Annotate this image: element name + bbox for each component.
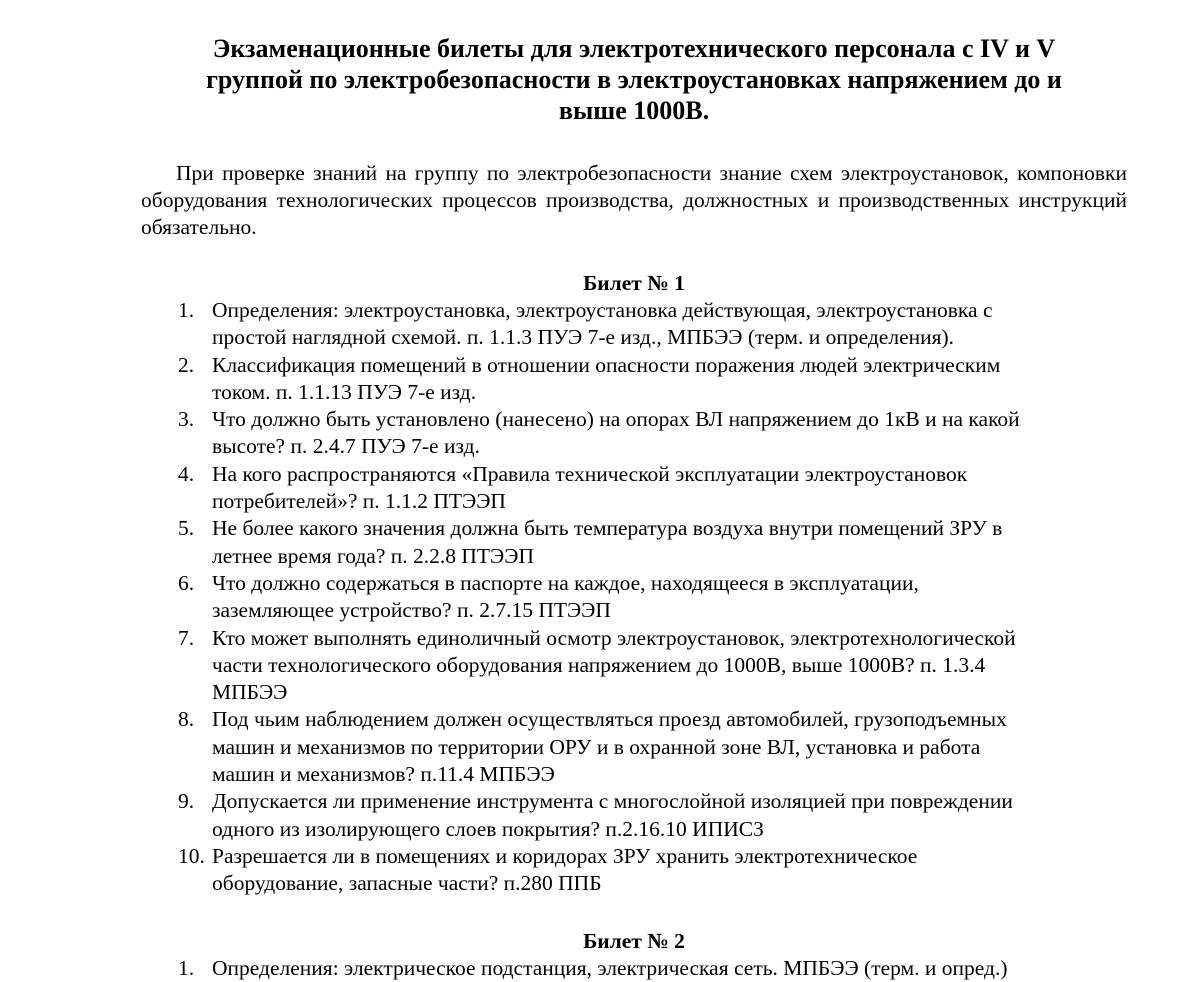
question-line: Что должно быть установлено (нанесено) на опорах ВЛ напряжением до 1кВ и на какой: [212, 407, 1020, 432]
question-number: 10.: [178, 843, 205, 868]
question-item: [141, 570, 1131, 625]
question-line: МПБЭЭ: [212, 680, 288, 705]
title-line: выше 1000В.: [558, 96, 710, 125]
question-line: На кого распространяются «Правила технической эксплуатации электроустановок: [212, 461, 968, 486]
question-line: Кто может выполнять единоличный осмотр электроустановок, электротехнологической: [212, 625, 1016, 650]
question-number: 7.: [178, 625, 195, 650]
question-item: [141, 706, 1131, 788]
question-number: 9.: [178, 789, 195, 814]
question-item: [141, 843, 1131, 898]
question-item: [141, 406, 1131, 461]
question-line: простой наглядной схемой. п. 1.1.3 ПУЭ 7-е изд., МПБЭЭ (терм. и определения).: [212, 325, 955, 350]
question-text: [212, 297, 1131, 352]
question-line: Определения: электроустановка, электроустановка действующая, электроустановка с: [212, 298, 993, 322]
question-line: Определения: электрическое подстанция, электрическая сеть. МПБЭЭ (терм. и опред.): [212, 956, 1008, 980]
ticket-1-heading: Билет № 1: [583, 271, 685, 295]
question-line: Допускается ли применение инструмента с многослойной изоляцией при повреждении: [212, 789, 1013, 814]
document-title: [140, 33, 1128, 126]
question-text: [212, 955, 1131, 982]
question-text: [212, 352, 1131, 407]
question-text: [212, 706, 1131, 788]
question-line: высоте? п. 2.4.7 ПУЭ 7-е изд.: [212, 434, 480, 459]
question-line: летнее время года? п. 2.2.8 ПТЭЭП: [212, 543, 534, 568]
question-number: 8.: [178, 707, 195, 732]
question-line: током. п. 1.1.13 ПУЭ 7-е изд.: [212, 379, 477, 404]
question-item: [141, 788, 1131, 843]
question-text: [212, 461, 1131, 516]
question-item: [141, 297, 1131, 352]
question-line: Классификация помещений в отношении опасности поражения людей электрическим: [212, 352, 1001, 377]
question-number: 2.: [178, 352, 195, 377]
question-line: потребителей»? п. 1.1.2 ПТЭЭП: [212, 489, 506, 514]
question-text: [212, 788, 1131, 843]
intro-paragraph: При проверке знаний на группу по электробезопасности знание схем электроустановок, компоновки оборудования технологических процессов производства, должностных и производственных инструкций обязательно.: [141, 161, 1127, 239]
question-line: одного из изолирующего слоев покрытия? п.2.16.10 ИПИСЗ: [212, 816, 764, 841]
question-line: оборудование, запасные части? п.280 ППБ: [212, 871, 602, 896]
title-line: Экзаменационные билеты для электротехнического персонала с IV и V: [212, 34, 1056, 63]
ticket-2-heading: Билет № 2: [583, 929, 685, 953]
question-item: [141, 955, 1131, 982]
question-line: машин и механизмов? п.11.4 МПБЭЭ: [212, 762, 555, 787]
question-number: 1.: [178, 956, 195, 980]
question-line: машин и механизмов по территории ОРУ и в охранной зоне ВЛ, установка и работа: [212, 734, 981, 759]
question-text: [212, 570, 1131, 625]
question-text: [212, 843, 1131, 898]
question-line: Не более какого значения должна быть температура воздуха внутри помещений ЗРУ в: [212, 516, 1003, 541]
question-number: 4.: [178, 461, 195, 486]
question-number: 5.: [178, 516, 195, 541]
question-line: Под чьим наблюдением должен осуществляться проезд автомобилей, грузоподъемных: [212, 707, 1007, 732]
question-line: Разрешается ли в помещениях и коридорах ЗРУ хранить электротехническое: [212, 843, 918, 868]
question-number: 1.: [178, 298, 195, 322]
question-line: Что должно содержаться в паспорте на каждое, находящееся в эксплуатации,: [212, 570, 919, 595]
question-item: [141, 461, 1131, 516]
title-line: группой по электробезопасности в электроустановках напряжением до и: [206, 65, 1062, 94]
question-text: [212, 406, 1131, 461]
question-item: [141, 515, 1131, 570]
question-item: [141, 352, 1131, 407]
question-number: 3.: [178, 407, 195, 432]
question-number: 6.: [178, 570, 195, 595]
question-text: [212, 625, 1131, 707]
question-text: [212, 515, 1131, 570]
question-line: заземляющее устройство? п. 2.7.15 ПТЭЭП: [212, 598, 611, 623]
question-line: части технологического оборудования напряжением до 1000В, выше 1000В? п. 1.3.4: [212, 652, 986, 677]
question-item: [141, 625, 1131, 707]
ticket-1-questions: [141, 297, 1131, 898]
ticket-2-questions: [141, 955, 1131, 982]
